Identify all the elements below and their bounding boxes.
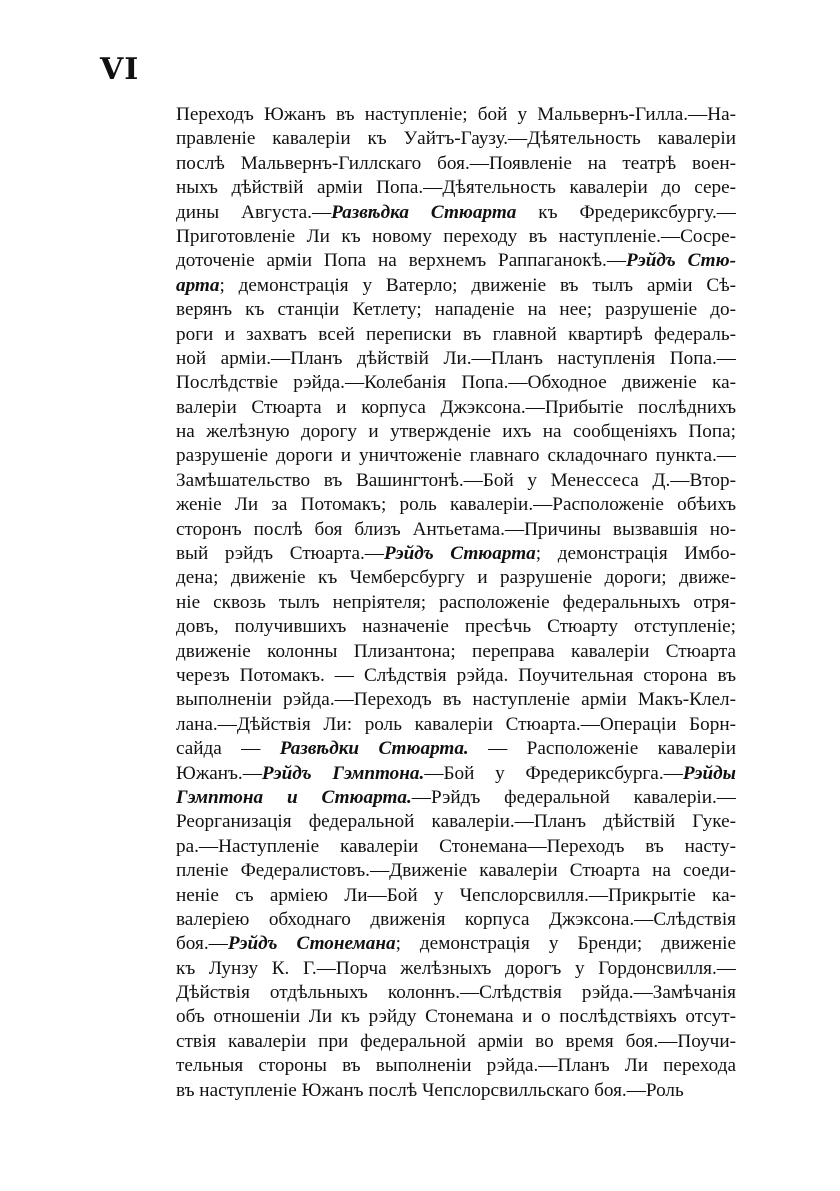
text-line <box>176 640 736 664</box>
text-segment: пленіе Федералистовъ.—Движеніе кавалеріи Стюарта на соеди- <box>176 860 736 882</box>
text-line <box>176 566 736 590</box>
text-segment: довъ, получившихъ назначеніе пресѣчь Стюарту отступленіе; <box>176 616 736 638</box>
text-segment: Дѣйствія отдѣльныхъ колоннъ.—Слѣдствія рэйда.—Замѣчанія <box>176 982 736 1004</box>
text-segment: ніе сквозь тылъ непріятеля; расположеніе федеральныхъ отря- <box>176 591 736 613</box>
text-segment: боя.— <box>176 933 228 955</box>
text-segment: валеріею обходнаго движенія корпуса Джэксона.—Слѣдствія <box>176 908 736 930</box>
text-line <box>176 347 736 371</box>
text-segment: Переходъ Южанъ въ наступленіе; бой у Мальвернъ-Гилла.—На- <box>176 104 736 125</box>
italic-title-segment: Рэйды <box>682 762 736 784</box>
text-line <box>176 152 736 176</box>
text-segment: выполненіи рэйда.—Переходъ въ наступленіе арміи Макъ-Клел- <box>176 689 736 711</box>
text-line <box>176 713 736 737</box>
text-segment: верянъ къ станціи Кетлету; нападеніе на нее; разрушеніе до- <box>176 299 736 321</box>
text-line <box>176 835 736 859</box>
italic-title-segment: Развѣдки Стюарта. <box>279 738 469 760</box>
text-line <box>176 201 736 225</box>
text-segment: тельныя стороны въ выполненіи рэйда.—Планъ Ли перехода <box>176 1055 736 1077</box>
text-segment: Послѣдствіе рэйда.—Колебанія Попа.—Обходное движеніе ка- <box>176 372 736 394</box>
text-segment: лана.—Дѣйствія Ли: роль кавалеріи Стюарта.—Операціи Борн- <box>176 713 736 735</box>
text-line <box>176 688 736 712</box>
text-line <box>176 420 736 444</box>
text-line <box>176 615 736 639</box>
text-line <box>176 396 736 420</box>
italic-title-segment: Развѣдка Стюарта <box>331 201 517 223</box>
text-line <box>176 737 736 761</box>
text-line <box>176 1005 736 1029</box>
text-segment: дена; движеніе къ Чемберсбургу и разрушеніе дороги; движе- <box>176 567 736 589</box>
text-line <box>176 249 736 273</box>
text-line <box>176 518 736 542</box>
text-segment: объ отношеніи Ли къ рэйду Стонемана и о послѣдствіяхъ отсут- <box>176 1006 736 1028</box>
text-segment: —Бой у Фредериксбурга.— <box>424 762 683 784</box>
text-line <box>176 274 736 298</box>
text-line <box>176 932 736 956</box>
text-segment: сторонъ послѣ боя близъ Антьетама.—Причины вызвавшія но- <box>176 518 736 540</box>
italic-title-segment: Рэйдъ Гэмптона. <box>261 762 425 784</box>
text-segment: ра.—Наступленіе кавалеріи Стонемана—Переходъ въ насту- <box>176 835 736 857</box>
text-segment: на желѣзную дорогу и утвержденіе ихъ на сообщеніяхъ Попа; <box>176 421 736 443</box>
text-segment: доточеніе арміи Попа на верхнемъ Раппаганокѣ.— <box>176 250 627 272</box>
text-line <box>176 1030 736 1054</box>
text-segment: ; демонстрація Имбо- <box>535 543 736 565</box>
text-segment: движеніе колонны Плизантона; переправа кавалеріи Стюарта <box>176 640 736 662</box>
text-segment: женіе Ли за Потомакъ; роль кавалеріи.—Расположеніе обѣихъ <box>176 494 736 516</box>
text-segment: ной арміи.—Планъ дѣйствій Ли.—Планъ наступленія Попа.— <box>176 347 736 369</box>
text-segment: разрушеніе дороги и уничтоженіе главнаго складочнаго пункта.— <box>176 445 736 467</box>
text-line <box>176 1079 736 1103</box>
text-segment: ; демонстрація у Ватерло; движеніе въ тылъ арміи Сѣ- <box>219 274 736 296</box>
text-line <box>176 103 736 127</box>
italic-title-segment: Рэйдъ Стюарта <box>383 543 536 565</box>
text-line <box>176 664 736 688</box>
text-line <box>176 469 736 493</box>
text-segment: черезъ Потомакъ. — Слѣдствія рэйда. Поучительная сторона въ <box>176 664 736 686</box>
text-line <box>176 542 736 566</box>
text-segment: —Рэйдъ федеральной кавалеріи.— <box>411 786 736 808</box>
text-line <box>176 981 736 1005</box>
text-line <box>176 371 736 395</box>
text-segment: Замѣшательство въ Вашингтонѣ.—Бой у Менессеса Д.—Втор- <box>176 469 736 491</box>
text-line <box>176 127 736 151</box>
text-segment: послѣ Мальвернъ-Гиллскаго боя.—Появленіе на театрѣ воен- <box>176 152 736 174</box>
text-line <box>176 957 736 981</box>
text-segment: въ наступленіе Южанъ послѣ Чепслорсвилльскаго боя.—Роль <box>176 1079 684 1101</box>
table-of-contents-text <box>176 103 736 1103</box>
text-segment: сайда — <box>176 738 280 760</box>
text-line <box>176 444 736 468</box>
text-line <box>176 859 736 883</box>
text-segment: роги и захватъ всей переписки въ главной квартирѣ федераль- <box>176 323 736 345</box>
text-segment: Приготовленіе Ли къ новому переходу въ наступленіе.—Сосре- <box>176 225 736 247</box>
text-segment: дины Августа.— <box>176 201 332 223</box>
text-line <box>176 810 736 834</box>
text-segment: ныхъ дѣйствій арміи Попа.—Дѣятельность кавалеріи до сере- <box>176 177 736 199</box>
text-segment: Реорганизація федеральной кавалеріи.—Планъ дѣйствій Гуке- <box>176 811 736 833</box>
text-segment: къ Фредериксбургу.— <box>516 201 736 223</box>
text-line <box>176 908 736 932</box>
text-line <box>176 323 736 347</box>
text-line <box>176 493 736 517</box>
italic-title-segment: арта <box>176 274 220 296</box>
italic-title-segment: Рэйдъ Стонемана <box>227 933 396 955</box>
text-segment: — Расположеніе кавалеріи <box>468 738 736 760</box>
text-segment: вый рэйдъ Стюарта.— <box>176 543 384 565</box>
text-segment: валеріи Стюарта и корпуса Джэксона.—Прибытіе послѣднихъ <box>176 396 736 418</box>
text-segment: правленіе кавалеріи къ Уайтъ-Гаузу.—Дѣятельность кавалеріи <box>176 128 736 150</box>
text-line <box>176 298 736 322</box>
text-segment: Южанъ.— <box>176 762 262 784</box>
text-line <box>176 1054 736 1078</box>
text-segment: ; демонстрація у Бренди; движеніе <box>395 933 736 955</box>
text-line <box>176 786 736 810</box>
page-number: VI <box>100 52 140 87</box>
text-segment: къ Лунзу К. Г.—Порча желѣзныхъ дорогъ у Гордонсвилля.— <box>176 957 736 979</box>
text-segment: ствія кавалеріи при федеральной арміи во время боя.—Поучи- <box>176 1030 736 1052</box>
text-line <box>176 225 736 249</box>
italic-title-segment: Рэйдъ Стю- <box>626 250 736 272</box>
text-line <box>176 884 736 908</box>
italic-title-segment: Гэмптона и Стюарта. <box>176 786 412 808</box>
text-line <box>176 176 736 200</box>
text-segment: неніе съ арміею Ли—Бой у Чепслорсвилля.—Прикрытіе ка- <box>176 884 736 906</box>
text-line <box>176 591 736 615</box>
text-line <box>176 762 736 786</box>
